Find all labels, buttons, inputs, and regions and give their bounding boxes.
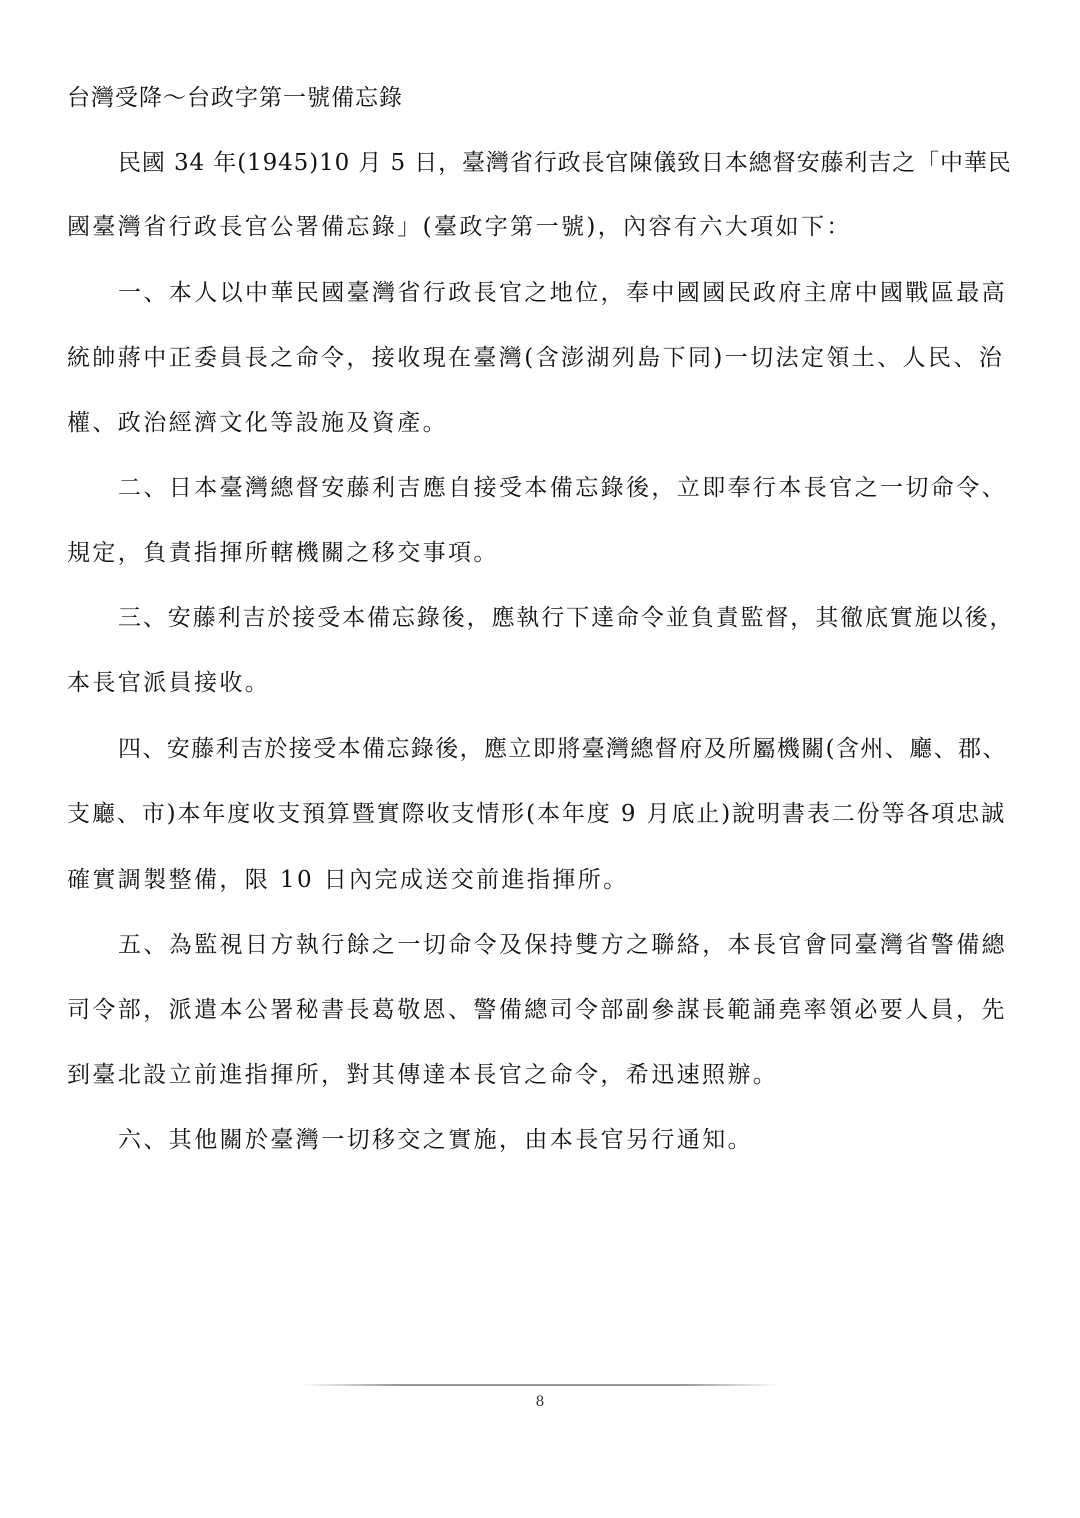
paragraph-intro-line-1: 民國 34 年(1945)10 月 5 日，臺灣省行政長官陳儀致日本總督安藤利吉之「中華民 bbox=[118, 150, 1012, 176]
item-6-line-1: 六、其他關於臺灣一切移交之實施，由本長官另行通知。 bbox=[118, 1127, 753, 1153]
item-1-line-2: 統帥蔣中正委員長之命令，接收現在臺灣(含澎湖列島下同)一切法定領土、人民、治 bbox=[67, 345, 1005, 371]
item-3-line-1: 三、安藤利吉於接受本備忘錄後，應執行下達命令並負責監督，其徹底實施以後， bbox=[118, 605, 1015, 631]
item-2-line-2: 規定，負責指揮所轄機關之移交事項。 bbox=[67, 540, 499, 566]
item-5-line-3: 到臺北設立前進指揮所，對其傳達本長官之命令，希迅速照辦。 bbox=[67, 1062, 779, 1088]
item-5-line-2: 司令部，派遣本公署秘書長葛敬恩、警備總司令部副參謀長範誦堯率領必要人員，先 bbox=[67, 997, 1007, 1023]
page-number: 8 bbox=[535, 1394, 545, 1410]
item-2-line-1: 二、日本臺灣總督安藤利吉應自接受本備忘錄後，立即奉行本長官之一切命令、 bbox=[118, 475, 1007, 501]
document-title: 台灣受降～台政字第一號備忘錄 bbox=[67, 85, 403, 111]
paragraph-intro-line-2: 國臺灣省行政長官公署備忘錄」(臺政字第一號)，內容有六大項如下： bbox=[67, 214, 852, 240]
item-1-line-3: 權、政治經濟文化等設施及資產。 bbox=[67, 410, 448, 436]
item-5-line-1: 五、為監視日方執行餘之一切命令及保持雙方之聯絡，本長官會同臺灣省警備總 bbox=[118, 932, 1007, 958]
item-1-line-1: 一、本人以中華民國臺灣省行政長官之地位，奉中國國民政府主席中國戰區最高 bbox=[118, 280, 1007, 306]
item-4-line-1: 四、安藤利吉於接受本備忘錄後，應立即將臺灣總督府及所屬機關(含州、廳、郡、 bbox=[118, 736, 1007, 762]
item-4-line-2: 支廳、市)本年度收支預算暨實際收支情形(本年度 9 月底止)說明書表二份等各項忠誠 bbox=[67, 801, 1007, 827]
item-4-line-3: 確實調製整備，限 10 日內完成送交前進指揮所。 bbox=[67, 867, 629, 893]
footer-divider bbox=[300, 1384, 780, 1386]
item-3-line-2: 本長官派員接收。 bbox=[67, 670, 271, 696]
